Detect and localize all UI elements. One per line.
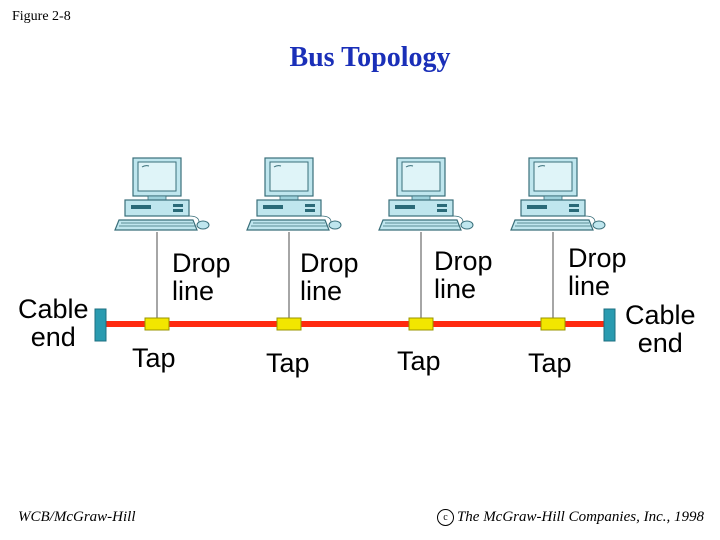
copyright-icon: c [437,509,454,526]
tap-connector [541,318,565,330]
figure-label: Figure 2-8 [12,9,71,24]
computer-icon [115,158,209,230]
computer-icon [511,158,605,230]
computer-icon [379,158,473,230]
computer-icon [247,158,341,230]
tap-label: Tap [266,348,310,378]
copyright-notice [437,509,704,526]
bus-cable [104,321,606,327]
drop-line-label: Drop line [172,248,231,306]
publisher-label: WCB/McGraw-Hill [18,509,136,525]
cable-terminator-left [95,309,106,341]
cable-end-label-left: Cable end [18,294,89,352]
tap-label: Tap [132,343,176,373]
tap-connector [409,318,433,330]
tap-connector [145,318,169,330]
tap-label: Tap [528,348,572,378]
drop-line-label: Drop line [300,248,359,306]
drop-line-label: Drop line [568,243,627,301]
cable-terminator-right [604,309,615,341]
tap-connector [277,318,301,330]
copyright-text: The McGraw-Hill Companies, Inc., 1998 [456,509,704,525]
diagram-title: Bus Topology [289,42,451,73]
tap-label: Tap [397,346,441,376]
drop-line-label: Drop line [434,246,493,304]
cable-end-label-right: Cable end [625,300,696,358]
